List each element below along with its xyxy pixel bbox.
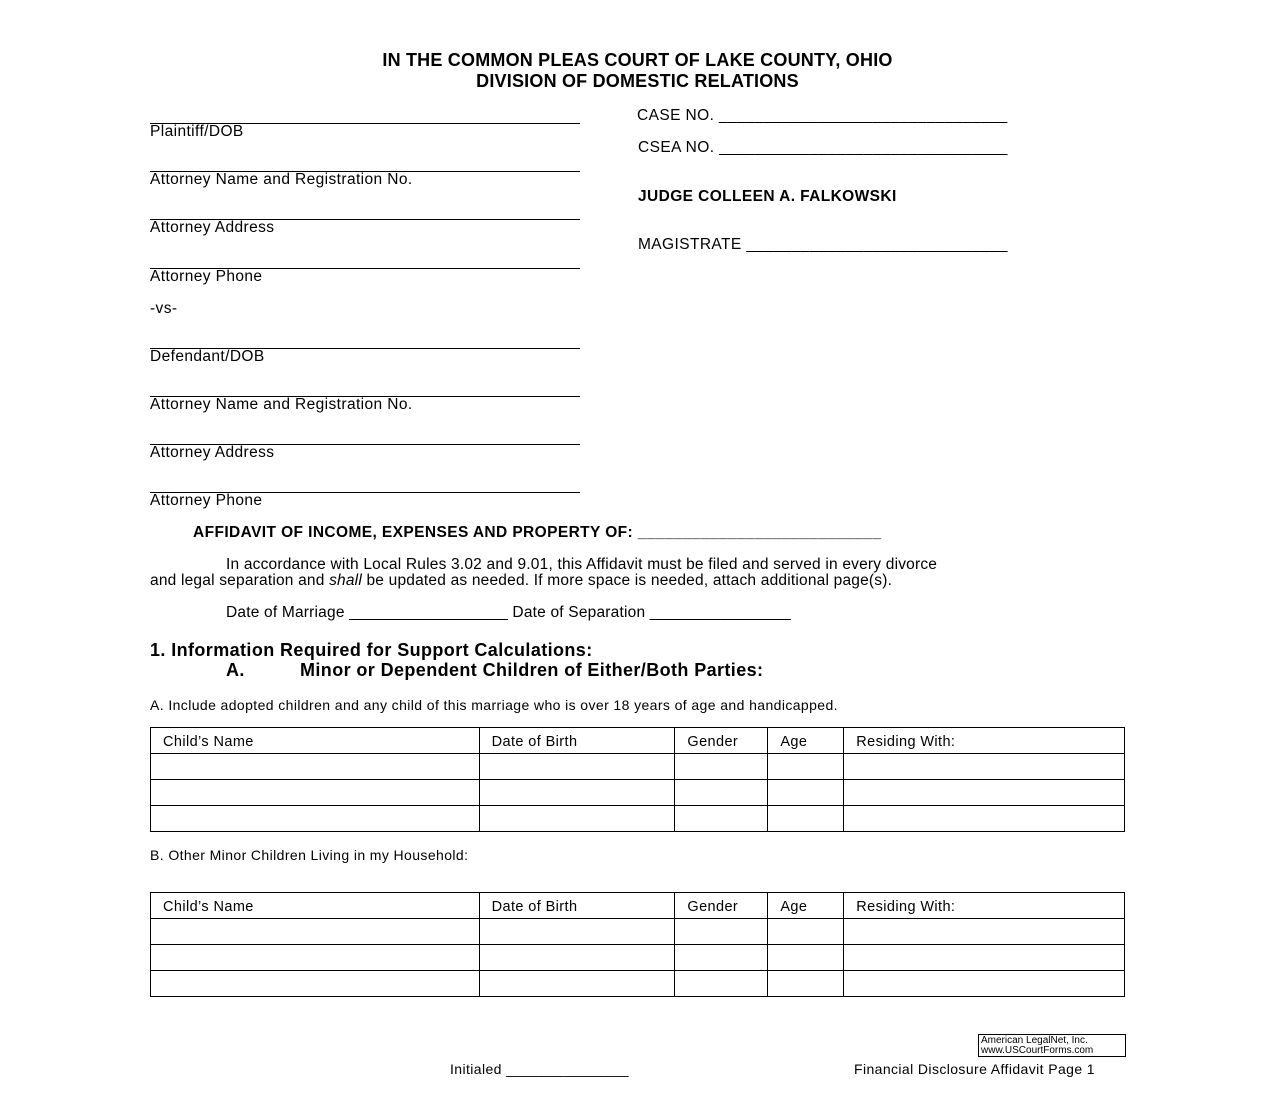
cell-input[interactable] [675,754,768,780]
plaintiff-attorney-phone-label: Attorney Phone [150,268,263,285]
intro-shall: shall [329,572,362,589]
cell-input[interactable] [768,806,844,832]
division-title: DIVISION OF DOMESTIC RELATIONS [476,71,799,91]
cell-input[interactable] [151,754,480,780]
plaintiff-attorney-address-label: Attorney Address [150,219,275,236]
cell-input[interactable] [151,945,480,971]
table-row [151,945,1125,971]
defendant-attorney-name-label: Attorney Name and Registration No. [150,396,413,413]
cell-input[interactable] [768,780,844,806]
defendant-label: Defendant/DOB [150,348,265,365]
cell-input[interactable] [675,971,768,997]
cell-input[interactable] [151,780,480,806]
table-row [151,806,1125,832]
section-1-heading: 1. Information Required for Support Calculations: [150,640,593,660]
defendant-attorney-phone-label: Attorney Phone [150,492,263,509]
children-table-b [150,892,1125,997]
cell-input[interactable] [151,806,480,832]
col-age: Age [768,728,844,754]
cell-input[interactable] [768,754,844,780]
judge-name: JUDGE COLLEEN A. FALKOWSKI [638,188,897,205]
cell-input[interactable] [768,919,844,945]
cell-input[interactable] [844,971,1125,997]
publisher-name: American LegalNet, Inc. [981,1035,1088,1046]
table-header-row [151,728,1125,754]
cell-input[interactable] [675,780,768,806]
cell-input[interactable] [151,919,480,945]
csea-number-field[interactable]: CSEA NO. ________________________________ [638,139,1008,156]
col-childs-name: Child’s Name [151,728,480,754]
table-row [151,919,1125,945]
marriage-separation-dates[interactable]: Date of Marriage __________________ Date of Separation ________________ [226,604,791,621]
col-residing-with: Residing With: [844,728,1125,754]
table-header-row [151,893,1125,919]
col-residing-with: Residing With: [844,893,1125,919]
cell-input[interactable] [675,919,768,945]
cell-input[interactable] [768,945,844,971]
children-table-a [150,727,1125,832]
versus-label: -vs- [150,300,178,317]
cell-input[interactable] [768,971,844,997]
cell-input[interactable] [844,945,1125,971]
cell-input[interactable] [479,806,675,832]
cell-input[interactable] [675,806,768,832]
section-1a-heading: Minor or Dependent Children of Either/Both Parties: [300,660,764,680]
section-1a-letter: A. [226,660,245,680]
case-number-field[interactable]: CASE NO. ________________________________ [637,107,1008,124]
publisher-badge [978,1034,1126,1057]
affidavit-title: AFFIDAVIT OF INCOME, EXPENSES AND PROPERTY OF: ___________________________ [193,524,882,541]
table-row [151,971,1125,997]
col-gender: Gender [675,893,768,919]
col-childs-name: Child’s Name [151,893,480,919]
note-a: A. Include adopted children and any child of this marriage who is over 18 years of age and handicapped. [150,697,838,713]
page-label: Financial Disclosure Affidavit Page 1 [854,1061,1095,1077]
cell-input[interactable] [479,945,675,971]
note-b: B. Other Minor Children Living in my Household: [150,847,469,863]
cell-input[interactable] [844,919,1125,945]
cell-input[interactable] [844,754,1125,780]
cell-input[interactable] [151,971,480,997]
cell-input[interactable] [844,780,1125,806]
cell-input[interactable] [479,780,675,806]
cell-input[interactable] [844,806,1125,832]
magistrate-field[interactable]: MAGISTRATE _____________________________ [638,236,1008,253]
plaintiff-attorney-name-label: Attorney Name and Registration No. [150,171,413,188]
cell-input[interactable] [479,919,675,945]
col-date-of-birth: Date of Birth [479,893,675,919]
intro-line-1: In accordance with Local Rules 3.02 and 9.01, this Affidavit must be filed and served in every divorce [226,556,938,573]
intro-line-2-part-a: and legal separation and [150,572,330,589]
cell-input[interactable] [479,971,675,997]
publisher-url[interactable]: www.USCourtForms.com [981,1045,1094,1056]
col-gender: Gender [675,728,768,754]
intro-line-2-part-b: be updated as needed. If more space is needed, attach additional page(s). [361,572,893,589]
table-row [151,754,1125,780]
plaintiff-label: Plaintiff/DOB [150,123,244,140]
cell-input[interactable] [479,754,675,780]
initialed-field[interactable]: Initialed _______________ [450,1061,629,1077]
table-row [151,780,1125,806]
defendant-attorney-address-label: Attorney Address [150,444,275,461]
col-age: Age [768,893,844,919]
intro-line-2 [150,572,892,590]
col-date-of-birth: Date of Birth [479,728,675,754]
cell-input[interactable] [675,945,768,971]
court-title: IN THE COMMON PLEAS COURT OF LAKE COUNTY, OHIO [382,50,893,70]
